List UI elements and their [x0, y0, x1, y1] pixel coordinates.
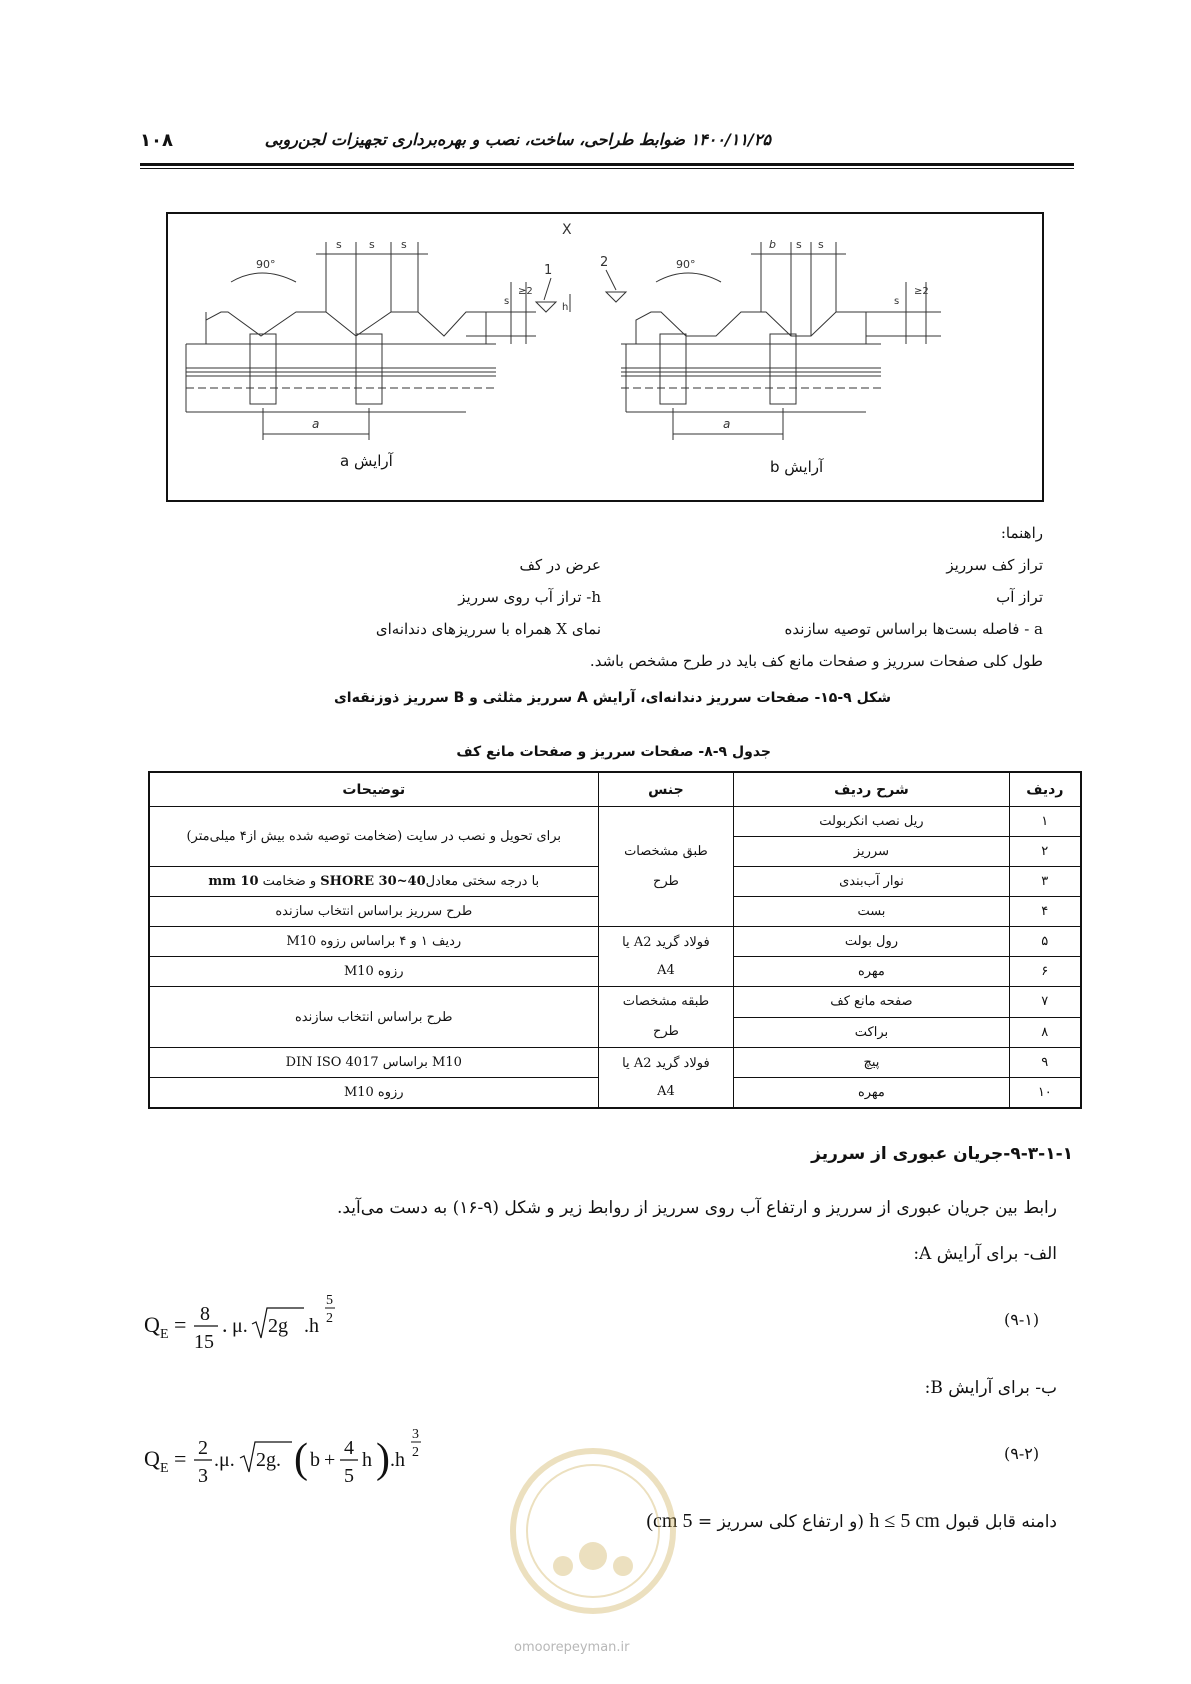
row-desc: نوار آب‌بندی: [734, 867, 1009, 897]
note-cell: طرح براساس انتخاب سازنده: [149, 987, 598, 1048]
svg-text:2: 2: [600, 255, 609, 270]
row-number: ۶: [1009, 957, 1081, 987]
svg-text:+: +: [324, 1449, 336, 1471]
svg-text:b: b: [310, 1449, 320, 1471]
section-title: ۹-۳-۱-۱-جریان عبوری از سرریز: [811, 1144, 1073, 1164]
svg-text:3: 3: [198, 1465, 208, 1487]
svg-text:5: 5: [326, 1293, 333, 1308]
page-number: ۱۰۸: [140, 130, 173, 151]
header-title: ۱۴۰۰/۱۱/۲۵ ضوابط طراحی، ساخت، نصب و بهره‌برداری تجهیزات لجن‌روبی: [264, 130, 771, 149]
svg-text:a: a: [312, 417, 320, 431]
svg-text:2: 2: [412, 1445, 419, 1460]
svg-text:s: s: [401, 238, 407, 251]
header-rule-thin: [140, 168, 1074, 169]
svg-text:(: (: [294, 1436, 308, 1482]
row-desc: صفحه مانع کف: [734, 987, 1009, 1018]
material-cell: فولاد گرید A2 یا A4: [598, 927, 734, 987]
row-number: ۳: [1009, 867, 1081, 897]
svg-text:≥2: ≥2: [914, 286, 929, 297]
svg-text:μ.: μ.: [232, 1315, 248, 1337]
equation-1: [140, 1286, 360, 1356]
legend-note: طول کلی صفحات سرریز و صفحات مانع کف باید در طرح مشخص باشد.: [589, 652, 1043, 670]
row-desc: ریل نصب انکربولت: [734, 807, 1009, 837]
note-cell: رزوه M10: [149, 957, 598, 987]
svg-text:b: b: [769, 238, 776, 251]
svg-text:E: E: [160, 1327, 169, 1342]
svg-text:90°: 90°: [256, 258, 276, 271]
equation-1-number: (۹-۱): [1004, 1310, 1040, 1329]
svg-text:2: 2: [198, 1437, 208, 1459]
material-cell: طبقه مشخصات طرح: [598, 987, 734, 1048]
svg-text:s: s: [336, 238, 342, 251]
svg-text:=: =: [174, 1446, 187, 1471]
svg-text:5: 5: [344, 1465, 354, 1487]
acceptable-range: دامنه قابل قبول h ≤ 5 cm (و ارتفاع کلی سرریز = 5 cm): [646, 1510, 1057, 1532]
section-paragraph: رابط بین جریان عبوری از سرریز و ارتفاع آب روی سرریز از روابط زیر و شکل (۹-۱۶) به دست می‌آید.: [336, 1198, 1057, 1218]
table-row: [149, 807, 1081, 837]
svg-text:15: 15: [194, 1331, 214, 1353]
header-cell: ردیف: [1009, 772, 1081, 807]
legend-item: تراز آب: [996, 588, 1043, 606]
svg-text:.h: .h: [304, 1315, 319, 1337]
table-header-row: [149, 772, 1081, 807]
table-row: [149, 1048, 1081, 1078]
note-cell: طرح سرریز براساس انتخاب سازنده: [149, 897, 598, 927]
svg-text:Q: Q: [144, 1446, 160, 1471]
caption-arrangement-a: آرایش a: [340, 452, 393, 470]
legend-item: a - فاصله بست‌ها براساس توصیه سازنده: [784, 620, 1043, 638]
legend-item: تراز کف سرریز: [946, 556, 1043, 574]
row-desc: رول بولت: [734, 927, 1009, 957]
row-number: ۵: [1009, 927, 1081, 957]
note-cell: برای تحویل و نصب در سایت (ضخامت توصیه شده بیش از۴ میلی‌متر): [149, 807, 598, 867]
svg-text:h: h: [362, 1449, 372, 1471]
header-cell: شرح ردیف: [734, 772, 1009, 807]
row-desc: مهره: [734, 1078, 1009, 1109]
svg-text:.: .: [222, 1312, 228, 1337]
material-cell: فولاد گرید A2 یا A4: [598, 1048, 734, 1109]
svg-text:): ): [376, 1436, 390, 1482]
row-desc: براکت: [734, 1017, 1009, 1048]
legend-item: عرض در کف: [519, 556, 601, 574]
row-number: ۲: [1009, 837, 1081, 867]
svg-text:s: s: [894, 296, 900, 307]
equation-2: [140, 1418, 440, 1494]
svg-text:=: =: [174, 1312, 187, 1337]
row-desc: پیچ: [734, 1048, 1009, 1078]
material-cell: طبق مشخصات طرح: [598, 807, 734, 927]
legend-item: نمای X همراه با سرریزهای دندانه‌ای: [375, 620, 601, 638]
svg-text:2g: 2g: [268, 1315, 288, 1337]
header-cell: جنس: [598, 772, 734, 807]
row-desc: بست: [734, 897, 1009, 927]
svg-text:2g.: 2g.: [256, 1449, 281, 1471]
arrangement-a: [186, 238, 570, 440]
row-number: ۴: [1009, 897, 1081, 927]
svg-text:h: h: [562, 302, 569, 313]
figure-caption: شکل ۹-۱۵- صفحات سرریز دندانه‌ای، آرایش A سرریز مثلثی و B سرریز ذوزنقه‌ای: [333, 690, 891, 706]
spec-table: [148, 771, 1082, 1109]
arrangement-b: [600, 238, 941, 440]
legend-title: راهنما:: [1000, 524, 1043, 542]
svg-text:3: 3: [412, 1427, 419, 1442]
svg-text:s: s: [796, 238, 802, 251]
arrangement-b-label: ب- برای آرایش B:: [924, 1378, 1057, 1398]
row-desc: سرریز: [734, 837, 1009, 867]
watermark-text: omoorepeyman.ir: [514, 1640, 630, 1655]
table-row: [149, 927, 1081, 957]
row-number: ۷: [1009, 987, 1081, 1018]
svg-text:s: s: [818, 238, 824, 251]
svg-text:2: 2: [326, 1311, 333, 1326]
svg-text:4: 4: [344, 1437, 354, 1459]
svg-text:Q: Q: [144, 1312, 160, 1337]
svg-text:1: 1: [544, 263, 553, 278]
header-rule: [140, 163, 1074, 166]
note-cell: با درجه سختی معادل40~SHORE 30 و ضخامت 10 mm: [149, 867, 598, 897]
equation-2-number: (۹-۲): [1004, 1444, 1040, 1463]
svg-text:.h: .h: [390, 1449, 405, 1471]
watermark-seal: [508, 1446, 678, 1616]
note-cell: رزوه M10: [149, 1078, 598, 1109]
arrangement-a-label: الف- برای آرایش A:: [913, 1244, 1057, 1264]
legend-item: h- تراز آب روی سرریز: [458, 588, 601, 606]
table-caption: جدول ۹-۸- صفحات سرریز و صفحات مانع کف: [456, 744, 771, 760]
row-number: ۱: [1009, 807, 1081, 837]
caption-arrangement-b: آرایش b: [770, 458, 824, 476]
svg-text:≥2: ≥2: [518, 286, 533, 297]
svg-text:s: s: [504, 296, 510, 307]
svg-text:.μ.: .μ.: [214, 1449, 235, 1471]
header-cell: توضیحات: [149, 772, 598, 807]
svg-text:E: E: [160, 1461, 169, 1476]
svg-text:8: 8: [200, 1303, 210, 1325]
svg-text:a: a: [723, 417, 731, 431]
note-cell: ردیف ۱ و ۴ براساس رزوه M10: [149, 927, 598, 957]
svg-text:90°: 90°: [676, 258, 696, 271]
row-desc: مهره: [734, 957, 1009, 987]
svg-text:s: s: [369, 238, 375, 251]
row-number: ۹: [1009, 1048, 1081, 1078]
row-number: ۱۰: [1009, 1078, 1081, 1109]
view-x-label: X: [562, 222, 572, 238]
table-row: [149, 987, 1081, 1018]
note-cell: M10 براساس DIN ISO 4017: [149, 1048, 598, 1078]
weir-drawing: [166, 212, 1044, 502]
row-number: ۸: [1009, 1017, 1081, 1048]
